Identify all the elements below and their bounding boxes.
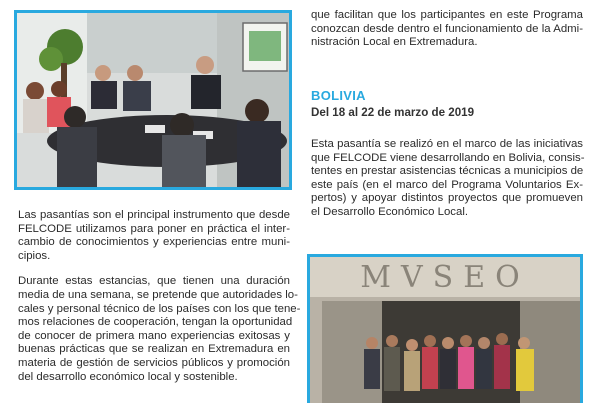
right-column-continuation [311,9,583,62]
stays-paragraph [18,275,301,384]
paragraph-line: buenas prácticas que se realizan en Extremadura en [18,343,290,356]
paragraph-line: nistración Local en Extremadura. [311,36,478,49]
paragraph-line: Las pasantías son el principal instrumento que desde [18,209,290,221]
paragraph-line: este país (en el marco del Programa Voluntarios Ex- [311,178,583,191]
paragraph-line: conozcan desde dentro el funcionamiento de la Admi- [311,22,583,35]
section-country-heading: BOLIVIA [311,88,366,103]
paragraph-line: tentes en prestar asistencias técnicas a municipios de [311,165,584,178]
paragraph-line: que FELCODE viene desarrollando en Bolivia, consis- [311,151,585,164]
paragraph-line: Esta pasantía se realizó en el marco de las iniciativas [311,138,583,150]
bolivia-section-body [311,138,583,232]
continuation-paragraph [311,9,583,50]
paragraph-line: cipios. [18,249,51,262]
paragraph-line: materia de gestión de servicios públicos y promoción [18,356,290,369]
museum-group-photo [307,254,583,403]
paragraph-line: mos relaciones de cooperación, tengan la oportunidad [18,316,293,329]
section-date-heading: Del 18 al 22 de marzo de 2019 [311,106,475,119]
paragraph-line: Durante estas estancias, que tienen una duración [18,275,290,288]
paragraph-line: FELCODE utilizamos para poner en práctica el inter- [18,222,290,235]
museum-photo-illustration [310,257,580,403]
paragraph-line: media de una semana, se pretende que autoridades lo- [18,288,298,301]
intro-paragraph [18,209,290,263]
meeting-photo [14,10,292,190]
paragraph-line: de conocer de primera mano experiencias exitosas y [18,329,290,342]
meeting-photo-illustration [17,13,289,187]
bolivia-paragraph [311,138,583,220]
paragraph-line: cales y personal técnico de los países con los que tene- [18,302,301,315]
paragraph-line: que facilitan que los participantes en este Programa [311,9,583,21]
paragraph-line: del desarrollo económico local y sostenible. [18,370,238,383]
paragraph-line: el Desarrollo Económico Local. [311,205,469,218]
museum-sign-text: MVSEO [360,260,530,295]
left-column [18,209,301,396]
paragraph-line: pertos) y apoyar distintos proyectos que promueven [311,192,583,205]
paragraph-line: cambio de conocimientos y experiencias entre muni- [18,236,290,249]
